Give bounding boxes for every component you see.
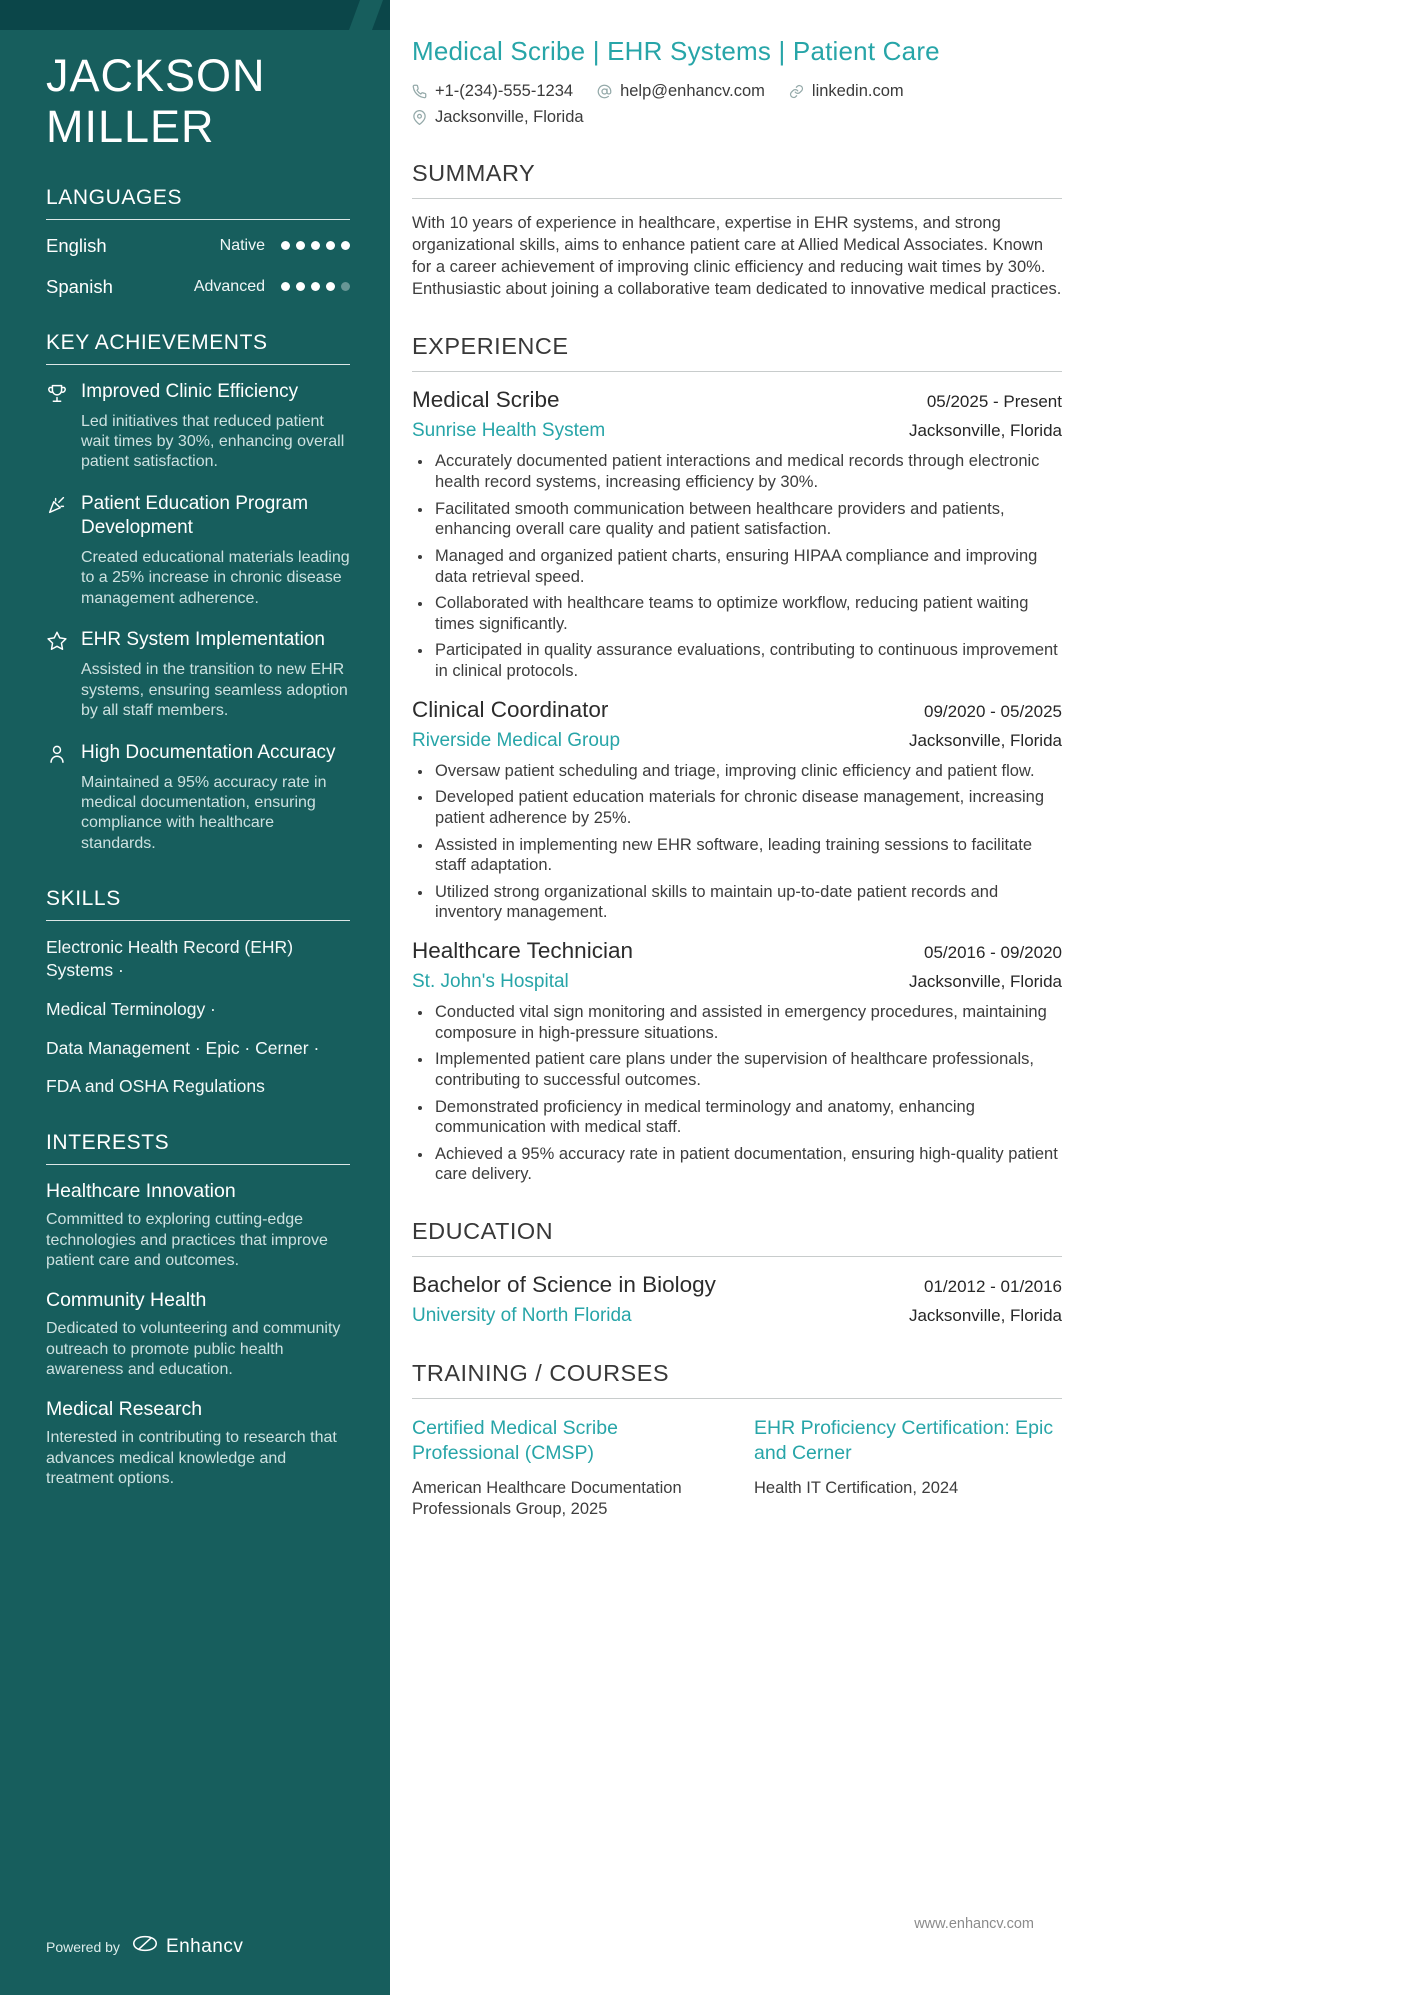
person-badge-icon: [46, 741, 68, 855]
course-title: Certified Medical Scribe Professional (CMSP): [412, 1417, 618, 1465]
job-title: Medical Scribe: [412, 387, 560, 413]
skill-item: Medical Terminology ·: [46, 998, 216, 1019]
section-key-achievements: [46, 331, 350, 855]
name-line-2: MILLER: [46, 101, 215, 153]
course: [754, 1416, 1062, 1521]
job-bullets: [412, 451, 1062, 681]
job-bullets: [412, 761, 1062, 923]
contact-row: [412, 108, 1062, 127]
level-dots: [281, 282, 350, 291]
bullet-item: • Collaborated with healthcare teams to optimize workflow, reducing patient waiting times significantly.: [433, 593, 1062, 634]
level-dots: [281, 241, 350, 250]
section-education: [412, 1218, 1062, 1327]
skill-item: Electronic Health Record (EHR) Systems ·: [46, 937, 294, 981]
level-dot: [326, 241, 335, 250]
contact-email: [597, 82, 765, 101]
headline: Medical Scribe | EHR Systems | Patient Care: [412, 36, 940, 66]
bullet-item: • Implemented patient care plans under the supervision of healthcare professionals, contributing to successful outcomes.: [433, 1049, 1062, 1090]
skill-item: FDA and OSHA Regulations: [46, 1076, 265, 1097]
bullet-item: • Utilized strong organizational skills to maintain up-to-date patient records and inventory management.: [433, 882, 1062, 923]
top-strip: [0, 0, 360, 30]
language-level: Native: [219, 236, 265, 254]
interest-description: Interested in contributing to research that advances medical knowledge and treatment options.: [46, 1428, 337, 1488]
job: [412, 697, 1062, 923]
interest-description: Committed to exploring cutting-edge technologies and practices that improve patient care and outcomes.: [46, 1211, 328, 1270]
bullet-item: • Managed and organized patient charts, ensuring HIPAA compliance and improving data retrieval speed.: [433, 546, 1062, 587]
trophy-icon: [46, 380, 68, 473]
level-dot: [296, 241, 305, 250]
achievement-description: Assisted in the transition to new EHR systems, ensuring seamless adoption by all staff members.: [81, 661, 348, 720]
level-dot: [341, 282, 350, 291]
language-row: [46, 276, 350, 298]
achievement-description: Led initiatives that reduced patient wait times by 30%, enhancing overall patient satisfaction.: [81, 412, 345, 471]
languages-title: LANGUAGES: [46, 186, 350, 220]
section-summary: [412, 160, 1062, 300]
bullet-item: • Achieved a 95% accuracy rate in patient documentation, ensuring high-quality patient care delivery.: [433, 1144, 1062, 1185]
education-dates: 01/2012 - 01/2016: [923, 1277, 1062, 1297]
summary-text: With 10 years of experience in healthcare, expertise in EHR systems, and strong organizational skills, aims to enhance patient care at Allied Medical Associates. Known for a career achievement of improving clinic efficiency and reducing wait times by 30%. Enthusiastic about joining a collaborative team dedicated to innovative medical practices.: [412, 214, 1062, 299]
course-detail: Health IT Certification, 2024: [754, 1478, 959, 1497]
contact-phone: [412, 82, 573, 101]
level-dot: [326, 282, 335, 291]
job-company: Sunrise Health System: [412, 420, 606, 442]
skill-item: Data Management · Epic · Cerner ·: [46, 1037, 320, 1058]
section-skills: [46, 887, 350, 1098]
achievement-description: Created educational materials leading to a 25% increase in chronic disease management adherence.: [81, 548, 350, 607]
interest-item: [46, 1289, 350, 1381]
star-icon: [46, 628, 68, 721]
powered-by-label: Powered by: [46, 1938, 120, 1955]
contact-row: [412, 82, 1062, 101]
candidate-name: [46, 50, 350, 153]
section-training: [412, 1360, 1062, 1521]
bullet-item: • Conducted vital sign monitoring and assisted in emergency procedures, maintaining composure in high-pressure situations.: [433, 1002, 1062, 1043]
job-bullets: [412, 1002, 1062, 1185]
job-dates: 05/2025 - Present: [926, 392, 1062, 412]
sidebar: [0, 0, 390, 1995]
achievement-item: [46, 741, 350, 855]
education-location: Jacksonville, Florida: [908, 1306, 1062, 1326]
achievement-description: Maintained a 95% accuracy rate in medical documentation, ensuring compliance with healthcare standards.: [81, 773, 327, 852]
language-name: Spanish: [46, 275, 113, 297]
summary-title: SUMMARY: [412, 160, 1062, 199]
interest-description: Dedicated to volunteering and community outreach to promote public health awareness and education.: [46, 1320, 341, 1379]
interest-item: [46, 1398, 350, 1490]
bullet-item: • Demonstrated proficiency in medical terminology and anatomy, enhancing communication with medical staff.: [433, 1097, 1062, 1138]
section-interests: [46, 1131, 350, 1490]
job: [412, 938, 1062, 1185]
job-company: Riverside Medical Group: [412, 729, 621, 751]
powered-by: [46, 1934, 243, 1959]
level-dot: [311, 282, 320, 291]
interest-item: [46, 1180, 350, 1272]
experience-title: EXPERIENCE: [412, 333, 1062, 372]
enhancv-brand: [131, 1934, 243, 1959]
bullet-item: • Oversaw patient scheduling and triage, improving clinic efficiency and patient flow.: [433, 761, 1062, 782]
training-title: TRAINING / COURSES: [412, 1360, 1062, 1399]
language-name: English: [46, 234, 107, 256]
interest-name: Medical Research: [46, 1397, 203, 1420]
level-dot: [296, 282, 305, 291]
location-text: Jacksonville, Florida: [435, 108, 584, 126]
link-icon: [789, 84, 804, 99]
enhancv-logo-icon: [131, 1934, 159, 1959]
location-pin-icon: [412, 110, 427, 125]
achievement-title: High Documentation Accuracy: [81, 741, 336, 763]
skills-title: SKILLS: [46, 887, 350, 921]
language-row: [46, 235, 350, 257]
bullet-item: • Developed patient education materials for chronic disease management, increasing patient adherence by 25%.: [433, 787, 1062, 828]
job-title: Clinical Coordinator: [412, 696, 609, 722]
contact-block: [412, 82, 1062, 127]
achievement-item: [46, 380, 350, 473]
bullet-item: • Accurately documented patient interactions and medical records through electronic health record systems, increasing efficiency by 30%.: [433, 451, 1062, 492]
phone-number: +1-(234)-555-1234: [435, 82, 574, 100]
bullet-item: • Assisted in implementing new EHR software, leading training sessions to facilitate staff adaptation.: [433, 835, 1062, 876]
section-experience: [412, 333, 1062, 1185]
spark-icon: [46, 492, 68, 609]
bullet-item: • Facilitated smooth communication between healthcare providers and patients, enhancing overall care quality and patient satisfaction.: [433, 499, 1062, 540]
job-location: Jacksonville, Florida: [908, 972, 1062, 992]
level-dot: [281, 282, 290, 291]
course: [412, 1416, 720, 1521]
job-location: Jacksonville, Florida: [908, 421, 1062, 441]
contact-link: [789, 82, 904, 101]
interests-title: INTERESTS: [46, 1131, 350, 1165]
course-title: EHR Proficiency Certification: Epic and Cerner: [754, 1417, 1054, 1465]
level-dot: [341, 241, 350, 250]
email-icon: [597, 84, 612, 99]
phone-icon: [412, 84, 427, 99]
job-location: Jacksonville, Florida: [908, 730, 1062, 750]
achievement-item: [46, 628, 350, 721]
degree-title: Bachelor of Science in Biology: [412, 1272, 716, 1298]
job: [412, 387, 1062, 681]
achievement-title: Patient Education Program Development: [81, 492, 309, 538]
level-dot: [281, 241, 290, 250]
interest-name: Community Health: [46, 1289, 207, 1311]
achievement-title: Improved Clinic Efficiency: [81, 380, 299, 402]
achievements-title: KEY ACHIEVEMENTS: [46, 331, 350, 365]
email-address[interactable]: help@enhancv.com: [620, 82, 765, 100]
interest-name: Healthcare Innovation: [46, 1180, 236, 1203]
website-url[interactable]: www.enhancv.com: [914, 1916, 1034, 1932]
school-name: University of North Florida: [412, 1305, 632, 1327]
education-title: EDUCATION: [412, 1218, 1062, 1257]
achievement-item: [46, 492, 350, 609]
bullet-item: • Participated in quality assurance evaluations, contributing to continuous improvement in clinical protocols.: [433, 640, 1062, 681]
name-line-1: JACKSON: [46, 50, 266, 101]
linkedin-link[interactable]: linkedin.com: [811, 82, 904, 100]
main-content: [412, 0, 1062, 1521]
job-dates: 05/2016 - 09/2020: [923, 943, 1062, 963]
job-dates: 09/2020 - 05/2025: [923, 701, 1062, 721]
enhancv-brand-label: Enhancv: [165, 1935, 244, 1957]
job-company: St. John's Hospital: [412, 971, 569, 993]
language-level: Advanced: [193, 277, 265, 295]
section-languages: [46, 186, 350, 298]
course-detail: American Healthcare Documentation Professionals Group, 2025: [412, 1478, 682, 1519]
contact-location: [412, 108, 584, 127]
level-dot: [311, 241, 320, 250]
job-title: Healthcare Technician: [412, 938, 633, 964]
achievement-title: EHR System Implementation: [81, 629, 325, 651]
